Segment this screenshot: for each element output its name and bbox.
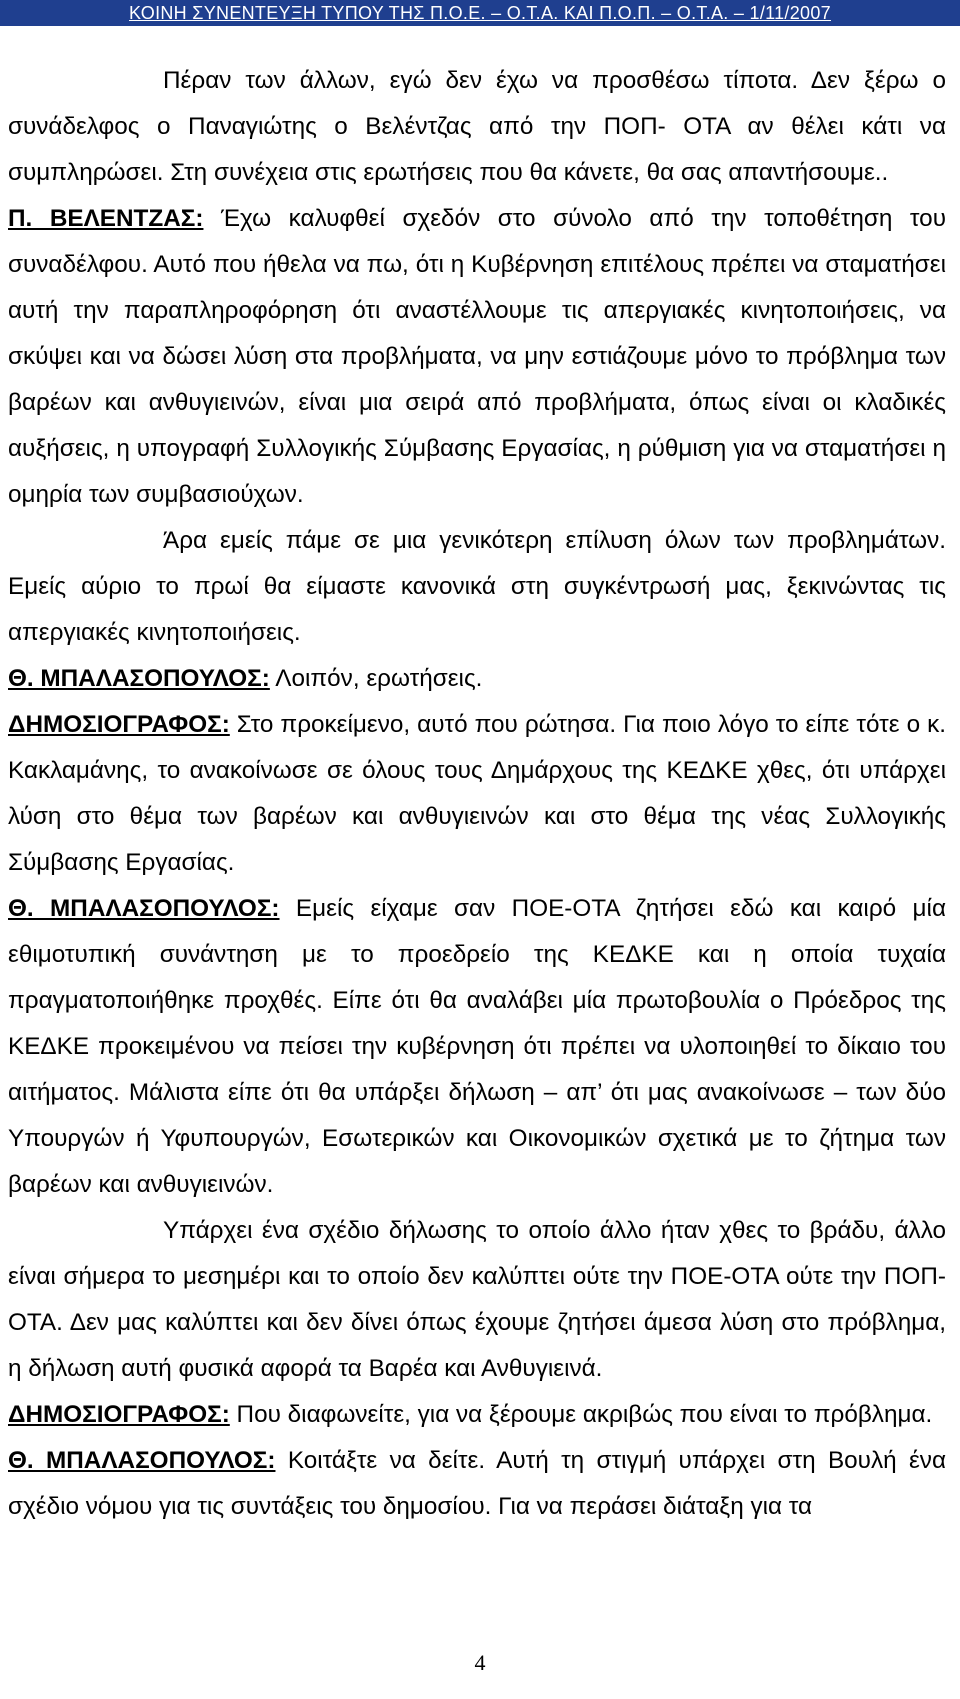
- paragraph-text: Έχω καλυφθεί σχεδόν στο σύνολο από την τοποθέτηση του συναδέλφου. Αυτό που ήθελα να πω, ότι η Κυβέρνηση επιτέλους πρέπει να σταματήσει αυτή την παραπληροφόρηση ότι αναστέλλουμε τις απεργιακές κινητοποιήσεις, να σκύψει και να δώσει λύση στα προβλήματα, να μην εστιάζουμε μόνο το πρόβλημα των βαρέων και ανθυγιεινών, είναι μια σειρά από προβλήματα, όπως είναι οι κλαδικές αυξήσεις, η υπογραφή Συλλογικής Σύμβασης Εργασίας, η ρύθμιση για να σταματήσει η ομηρία των συμβασιούχων.: [8, 205, 946, 508]
- paragraph: [8, 702, 946, 886]
- paragraph-text: Πέραν των άλλων, εγώ δεν έχω να προσθέσω τίποτα. Δεν ξέρω ο συνάδελφος ο Παναγιώτης ο Βελέντζας από την ΠΟΠ- ΟΤΑ αν θέλει κάτι να συμπληρώσει. Στη συνέχεια στις ερωτήσεις που θα κάνετε, θα σας απαντήσουμε..: [8, 67, 946, 186]
- paragraph-text: Που διαφωνείτε, για να ξέρουμε ακριβώς που είναι το πρόβλημα.: [229, 1401, 933, 1428]
- paragraph: [8, 518, 946, 656]
- paragraph: [8, 886, 946, 1208]
- paragraph: [8, 1392, 946, 1438]
- speaker-label: Θ. ΜΠΑΛΑΣΟΠΟΥΛΟΣ:: [8, 665, 270, 692]
- paragraph-text: Κοιτάξτε να δείτε. Αυτή τη στιγμή υπάρχει στη Βουλή ένα σχέδιο νόμου για τις συντάξεις του δημοσίου. Για να περάσει διάταξη για τα: [8, 1447, 946, 1520]
- page-number: 4: [474, 1650, 486, 1675]
- speaker-label: ΔΗΜΟΣΙΟΓΡΑΦΟΣ:: [8, 1401, 230, 1428]
- paragraph: [8, 656, 946, 702]
- transcript-body: [8, 58, 946, 1530]
- paragraph: [8, 1438, 946, 1530]
- paragraph: [8, 196, 946, 518]
- speaker-label: Θ. ΜΠΑΛΑΣΟΠΟΥΛΟΣ:: [8, 895, 280, 922]
- document-header: [0, 0, 960, 26]
- paragraph: [8, 1208, 946, 1392]
- paragraph-text: Εμείς είχαμε σαν ΠΟΕ-ΟΤΑ ζητήσει εδώ και καιρό μία εθιμοτυπική συνάντηση με το προεδρείο της ΚΕΔΚΕ και η οποία τυχαία πραγματοποιήθηκε προχθές. Είπε ότι θα αναλάβει μία πρωτοβουλία ο Πρόεδρος της ΚΕΔΚΕ προκειμένου να πείσει την κυβέρνηση ότι πρέπει να υλοποιηθεί το δίκαιο του αιτήματος. Μάλιστα είπε ότι θα υπάρξει δήλωση – απ’ ότι μας ανακοίνωσε – των δύο Υπουργών ή Υφυπουργών, Εσωτερικών και Οικονομικών σχετικά με το ζήτημα των βαρέων και ανθυγιεινών.: [8, 895, 946, 1198]
- paragraph-text: Λοιπόν, ερωτήσεις.: [269, 665, 483, 692]
- speaker-label: Θ. ΜΠΑΛΑΣΟΠΟΥΛΟΣ:: [8, 1447, 276, 1474]
- paragraph-text: Υπάρχει ένα σχέδιο δήλωσης το οποίο άλλο ήταν χθες το βράδυ, άλλο είναι σήμερα το μεσημέρι και το οποίο δεν καλύπτει ούτε την ΠΟΕ-ΟΤΑ ούτε την ΠΟΠ-ΟΤΑ. Δεν μας καλύπτει και δεν δίνει όπως έχουμε ζητήσει άμεσα λύση στο πρόβλημα, η δήλωση αυτή φυσικά αφορά τα Βαρέα και Ανθυγιεινά.: [8, 1217, 946, 1382]
- paragraph-text: Άρα εμείς πάμε σε μια γενικότερη επίλυση όλων των προβλημάτων. Εμείς αύριο το πρωί θα είμαστε κανονικά στη συγκέντρωσή μας, ξεκινώντας τις απεργιακές κινητοποιήσεις.: [8, 527, 946, 646]
- header-title: ΚΟΙΝΗ ΣΥΝΕΝΤΕΥΞΗ ΤΥΠΟΥ ΤΗΣ Π.Ο.Ε. – Ο.Τ.Α. ΚΑΙ Π.Ο.Π. – Ο.Τ.Α. – 1/11/2007: [129, 3, 831, 23]
- speaker-label: ΔΗΜΟΣΙΟΓΡΑΦΟΣ:: [8, 711, 230, 738]
- speaker-label: Π. ΒΕΛΕΝΤΖΑΣ:: [8, 205, 204, 232]
- paragraph-text: Στο προκείμενο, αυτό που ρώτησα. Για ποιο λόγο το είπε τότε ο κ. Κακλαμάνης, το ανακοίνωσε σε όλους τους Δημάρχους της ΚΕΔΚΕ χθες, ότι υπάρχει λύση στο θέμα των βαρέων και ανθυγιεινών και στο θέμα της νέας Συλλογικής Σύμβασης Εργασίας.: [8, 711, 946, 876]
- paragraph: [8, 58, 946, 196]
